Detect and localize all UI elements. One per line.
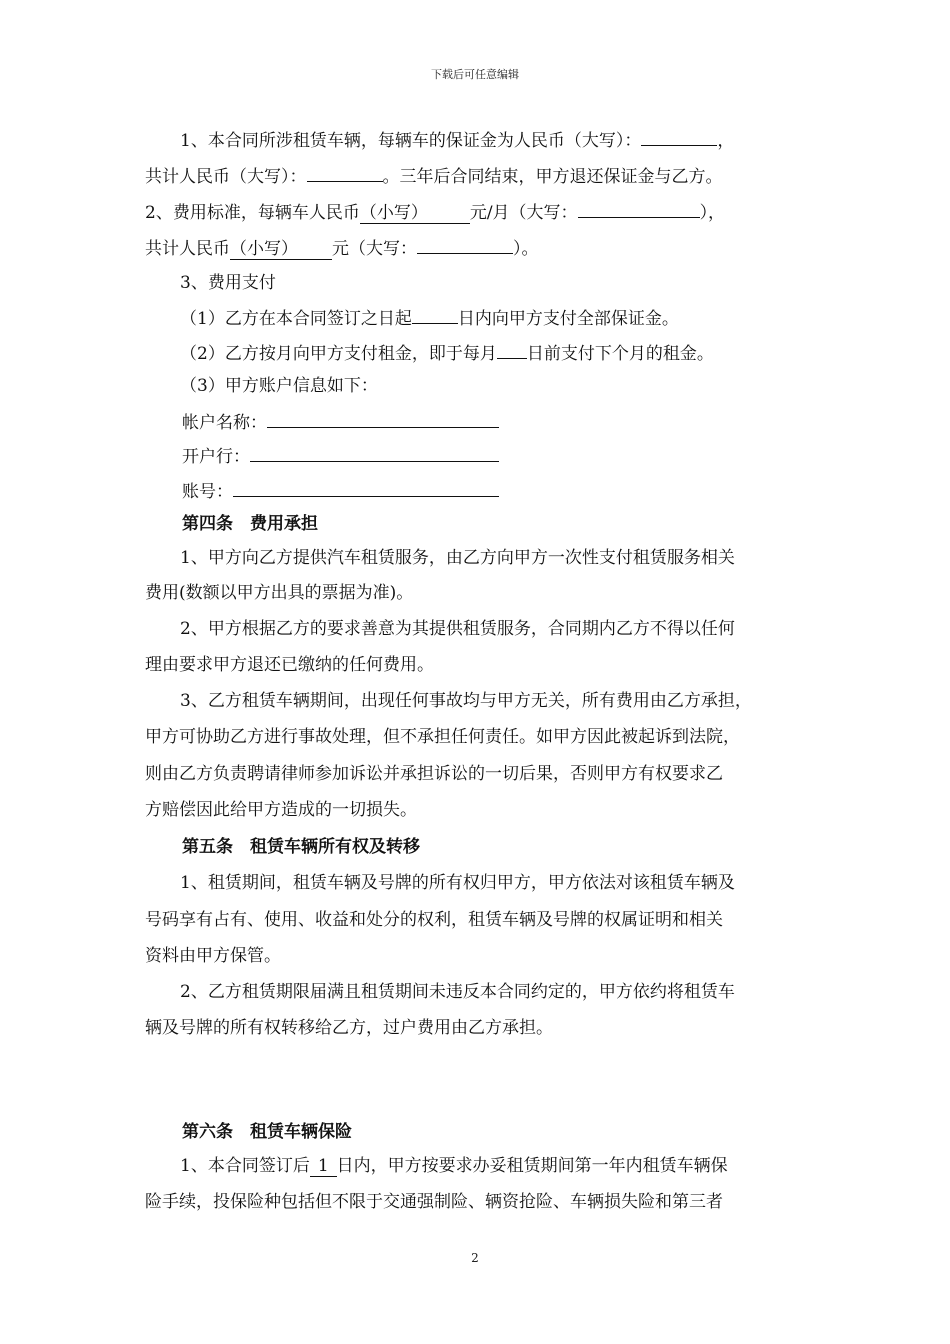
s4-p3d: 方赔偿因此给甲方造成的一切损失。: [145, 800, 417, 820]
text: ，: [717, 131, 735, 151]
label: 帐户名称：: [182, 413, 267, 433]
s4-p3b: 甲方可协助乙方进行事故处理，但不承担任何责任。如甲方因此被起诉到法院，: [145, 727, 740, 747]
account-bank-row: [182, 444, 499, 468]
section-5-title: 第五条 租赁车辆所有权及转移: [182, 837, 420, 857]
s5-p2b: 辆及号牌的所有权转移给乙方，过户费用由乙方承担。: [145, 1018, 553, 1038]
text: 共计人民币（大写）：: [145, 167, 307, 187]
section-4-title: 第四条 费用承担: [182, 514, 318, 534]
clause-3-2-line-b: [145, 236, 539, 260]
text: 元/月（大写：: [469, 203, 578, 223]
s5-p1a: 1、租赁期间，租赁车辆及号牌的所有权归甲方，甲方依法对该租赁车辆及: [180, 873, 735, 893]
label: 账号：: [182, 482, 233, 502]
s5-p1b: 号码享有占有、使用、收益和处分的权利，租赁车辆及号牌的权属证明和相关: [145, 910, 723, 930]
text: 日内，甲方按要求办妥租赁期间第一年内租赁车辆保: [336, 1156, 728, 1176]
clause-3-3-title: 3、费用支付: [180, 273, 276, 293]
s6-p1a: [180, 1155, 728, 1177]
text: ）。: [513, 239, 539, 259]
blank-field: [417, 236, 513, 254]
s5-p1c: 资料由甲方保管。: [145, 946, 281, 966]
text: 日内向甲方支付全部保证金。: [457, 309, 679, 329]
s6-p1b: 险手续，投保险种包括但不限于交通强制险、辆资抢险、车辆损失险和第三者: [145, 1192, 723, 1212]
blank-field: [497, 341, 527, 359]
text: 元（大写：: [332, 239, 417, 259]
text: 。三年后合同结束，甲方退还保证金与乙方。: [382, 167, 723, 187]
text: 1、本合同所涉租赁车辆，每辆车的保证金为人民币（大写）：: [180, 131, 642, 151]
text: （1）乙方在本合同签订之日起: [180, 309, 412, 329]
s4-p1a: 1、甲方向乙方提供汽车租赁服务，由乙方向甲方一次性支付租赁服务相关: [180, 548, 735, 568]
clause-3-3-2: [180, 341, 714, 365]
section-6-title: 第六条 租赁车辆保险: [182, 1122, 352, 1142]
s4-p1b: 费用(数额以甲方出具的票据为准)。: [145, 583, 414, 603]
blank-field: （小写）: [360, 203, 470, 224]
blank-field: [578, 200, 700, 218]
blank-field: [307, 164, 383, 182]
clause-3-1-line-a: [180, 128, 734, 152]
blank-field: （小写）: [230, 239, 332, 260]
blank-field: [233, 479, 499, 497]
clause-3-1-line-b: [145, 164, 723, 188]
label: 开户行：: [182, 447, 250, 467]
blank-field: [267, 410, 499, 428]
s5-p2a: 2、乙方租赁期限届满且租赁期间未违反本合同约定的，甲方依约将租赁车: [180, 982, 735, 1002]
text: 2、费用标准，每辆车人民币: [145, 203, 360, 223]
clause-3-3-3: （3）甲方账户信息如下：: [180, 376, 378, 396]
text: 共计人民币: [145, 239, 230, 259]
account-number-row: [182, 479, 499, 503]
account-name-row: [182, 410, 499, 434]
blank-field: [412, 306, 458, 324]
blank-field: [250, 444, 499, 462]
blank-field: 1: [310, 1156, 337, 1177]
text: （2）乙方按月向甲方支付租金，即于每月: [180, 344, 497, 364]
page-header: 下载后可任意编辑: [431, 68, 519, 81]
s4-p3c: 则由乙方负责聘请律师参加诉讼并承担诉讼的一切后果，否则甲方有权要求乙: [145, 764, 723, 784]
blank-field: [641, 128, 717, 146]
clause-3-2-line-a: [145, 200, 725, 224]
clause-3-3-1: [180, 306, 679, 330]
s4-p2b: 理由要求甲方退还已缴纳的任何费用。: [145, 655, 434, 675]
text: 1、本合同签订后: [180, 1156, 310, 1176]
page-number: 2: [471, 1251, 479, 1265]
s4-p2a: 2、甲方根据乙方的要求善意为其提供租赁服务，合同期内乙方不得以任何: [180, 619, 735, 639]
s4-p3a: 3、乙方租赁车辆期间，出现任何事故均与甲方无关，所有费用由乙方承担，: [180, 691, 752, 711]
text: 日前支付下个月的租金。: [526, 344, 714, 364]
text: ），: [699, 203, 726, 223]
